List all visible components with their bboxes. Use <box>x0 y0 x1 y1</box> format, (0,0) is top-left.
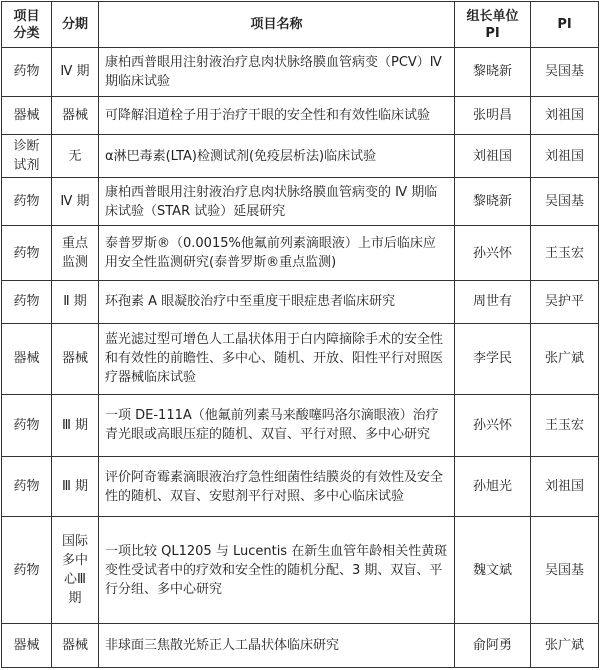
cell-unit-text: 孙兴怀 <box>472 417 512 433</box>
cell-name <box>99 96 455 134</box>
project-table <box>1 1 599 668</box>
cell-name-text: 一项 DE-111A（他氟前列素马来酸噻吗洛尔滴眼液）治疗青光眼或高眼压症的随机、双盲、平行对照、多中心研究 <box>105 408 439 443</box>
cell-phase-text: Ⅳ 期 <box>60 64 90 80</box>
cell-pi-text: 刘祖国 <box>544 148 584 164</box>
header-row <box>2 2 599 48</box>
cell-name-text: 环孢素 A 眼凝胶治疗中至重度干眼症患者临床研究 <box>105 294 396 310</box>
header-name <box>99 2 455 48</box>
cell-name <box>99 178 455 226</box>
header-category <box>2 2 52 48</box>
cell-pi-text: 王玉宏 <box>544 417 584 433</box>
cell-pi <box>531 394 599 457</box>
cell-pi-text: 王玉宏 <box>544 245 584 261</box>
cell-name-text: 康柏西普眼用注射液治疗息肉状脉络膜血管病变的 Ⅳ 期临床试验（STAR 试验）延展研究 <box>105 184 438 219</box>
cell-phase <box>52 48 99 97</box>
cell-unit <box>455 134 531 177</box>
cell-phase-text: 国际 多中 心Ⅲ 期 <box>61 534 88 607</box>
table-row <box>2 457 599 517</box>
cell-phase-text: 器械 <box>61 638 88 654</box>
cell-name-text: 可降解泪道栓子用于治疗干眼的安全性和有效性临床试验 <box>105 107 431 123</box>
cell-name-text: 康柏西普眼用注射液治疗息肉状脉络膜血管病变（PCV）Ⅳ 期临床试验 <box>105 54 442 89</box>
cell-pi-text: 吴护平 <box>544 294 584 310</box>
cell-unit <box>455 178 531 226</box>
header-phase-label: 分期 <box>61 17 88 32</box>
cell-category <box>2 134 52 177</box>
cell-phase <box>52 457 99 517</box>
header-unit <box>455 2 531 48</box>
cell-category <box>2 48 52 97</box>
cell-phase <box>52 178 99 226</box>
cell-category-text: 药物 <box>13 194 40 210</box>
cell-phase <box>52 96 99 134</box>
cell-phase <box>52 394 99 457</box>
cell-pi <box>531 323 599 394</box>
cell-phase <box>52 226 99 281</box>
header-phase <box>52 2 99 48</box>
cell-pi <box>531 226 599 281</box>
cell-category <box>2 323 52 394</box>
cell-category <box>2 96 52 134</box>
cell-pi-text: 吴国基 <box>544 562 584 578</box>
cell-unit-text: 俞阿勇 <box>472 638 512 654</box>
table-row <box>2 323 599 394</box>
header-category-label: 项目 分类 <box>13 8 40 41</box>
cell-pi <box>531 134 599 177</box>
cell-category-text: 器械 <box>13 107 40 123</box>
cell-category <box>2 394 52 457</box>
cell-pi <box>531 281 599 323</box>
cell-unit <box>455 323 531 394</box>
cell-unit-text: 黎晓新 <box>472 194 512 210</box>
cell-unit <box>455 281 531 323</box>
cell-pi-text: 吴国基 <box>544 64 584 80</box>
cell-phase-text: Ⅱ 期 <box>63 294 87 310</box>
cell-category-text: 诊断 试剂 <box>13 139 40 174</box>
header-name-label: 项目名称 <box>250 17 303 32</box>
cell-name <box>99 48 455 97</box>
cell-category-text: 药物 <box>13 64 40 80</box>
cell-unit-text: 孙兴怀 <box>472 245 512 261</box>
cell-unit <box>455 48 531 97</box>
cell-name-text: 泰普罗斯®（0.0015%他氟前列素滴眼液）上市后临床应用安全性监测研究(泰普罗斯®重点监测) <box>105 236 436 271</box>
cell-pi <box>531 178 599 226</box>
cell-name <box>99 624 455 668</box>
table-row <box>2 178 599 226</box>
cell-category-text: 器械 <box>13 351 40 367</box>
cell-category <box>2 178 52 226</box>
cell-unit <box>455 226 531 281</box>
cell-phase <box>52 624 99 668</box>
cell-phase-text: 器械 <box>61 351 88 367</box>
cell-name <box>99 323 455 394</box>
cell-category <box>2 457 52 517</box>
cell-phase-text: Ⅳ 期 <box>60 194 90 210</box>
cell-unit-text: 刘祖国 <box>472 148 512 164</box>
cell-phase <box>52 517 99 624</box>
cell-category <box>2 517 52 624</box>
cell-unit-text: 孙旭光 <box>472 479 512 495</box>
header-unit-label: 组长单位 PI <box>466 8 519 41</box>
cell-phase-text: 无 <box>68 148 82 164</box>
cell-phase-text: 重点 监测 <box>61 236 88 271</box>
cell-pi-text: 张广斌 <box>544 638 584 654</box>
cell-category-text: 药物 <box>13 294 40 310</box>
cell-pi <box>531 457 599 517</box>
cell-phase <box>52 134 99 177</box>
cell-pi-text: 张广斌 <box>544 351 584 367</box>
cell-unit-text: 魏文斌 <box>472 562 512 578</box>
table-row <box>2 48 599 97</box>
table-body <box>2 48 599 668</box>
cell-name <box>99 517 455 624</box>
cell-name-text: 一项比较 QL1205 与 Lucentis 在新生血管年龄相关性黄斑变性受试者中的疗效和安全性的随机分配、3 期、双盲、平行分组、多中心研究 <box>105 543 448 597</box>
cell-phase-text: 器械 <box>61 107 88 123</box>
table-header <box>2 2 599 48</box>
cell-pi-text: 刘祖国 <box>544 479 584 495</box>
table-row <box>2 394 599 457</box>
cell-unit <box>455 457 531 517</box>
cell-pi-text: 刘祖国 <box>544 107 584 123</box>
cell-name <box>99 394 455 457</box>
cell-unit <box>455 96 531 134</box>
cell-category-text: 药物 <box>13 479 40 495</box>
cell-name-text: 评价阿奇霉素滴眼液治疗急性细菌性结膜炎的有效性及安全性的随机、双盲、安慰剂平行对照、多中心临床试验 <box>105 469 444 504</box>
table-row <box>2 96 599 134</box>
table-row <box>2 134 599 177</box>
table-row <box>2 624 599 668</box>
table-row <box>2 517 599 624</box>
cell-unit-text: 周世有 <box>472 294 512 310</box>
cell-name-text: 非球面三焦散光矫正人工晶状体临床研究 <box>105 638 340 654</box>
header-pi <box>531 2 599 48</box>
cell-phase <box>52 323 99 394</box>
cell-name <box>99 457 455 517</box>
cell-category-text: 器械 <box>13 638 40 654</box>
cell-category-text: 药物 <box>13 245 40 261</box>
header-pi-label: PI <box>557 17 572 32</box>
cell-name <box>99 134 455 177</box>
cell-unit <box>455 517 531 624</box>
cell-name <box>99 281 455 323</box>
cell-name-text: 蓝光滤过型可增色人工晶状体用于白内障摘除手术的安全性和有效性的前瞻性、多中心、随机、开放、阳性平行对照医疗器械临床试验 <box>105 332 444 386</box>
cell-pi <box>531 624 599 668</box>
cell-unit-text: 黎晓新 <box>472 64 512 80</box>
cell-phase-text: Ⅲ 期 <box>61 479 89 495</box>
cell-pi <box>531 517 599 624</box>
cell-unit-text: 李学民 <box>472 351 512 367</box>
cell-category <box>2 281 52 323</box>
table-row <box>2 226 599 281</box>
cell-unit <box>455 394 531 457</box>
cell-category-text: 药物 <box>13 417 40 433</box>
cell-pi <box>531 48 599 97</box>
cell-category-text: 药物 <box>13 562 40 578</box>
cell-pi-text: 吴国基 <box>544 194 584 210</box>
cell-phase-text: Ⅲ 期 <box>61 417 89 433</box>
cell-unit <box>455 624 531 668</box>
cell-unit-text: 张明昌 <box>472 107 512 123</box>
cell-pi <box>531 96 599 134</box>
cell-category <box>2 624 52 668</box>
cell-name-text: α淋巴毒素(LTA)检测试剂(免疫层析法)临床试验 <box>105 148 377 164</box>
cell-phase <box>52 281 99 323</box>
cell-name <box>99 226 455 281</box>
cell-category <box>2 226 52 281</box>
table-row <box>2 281 599 323</box>
